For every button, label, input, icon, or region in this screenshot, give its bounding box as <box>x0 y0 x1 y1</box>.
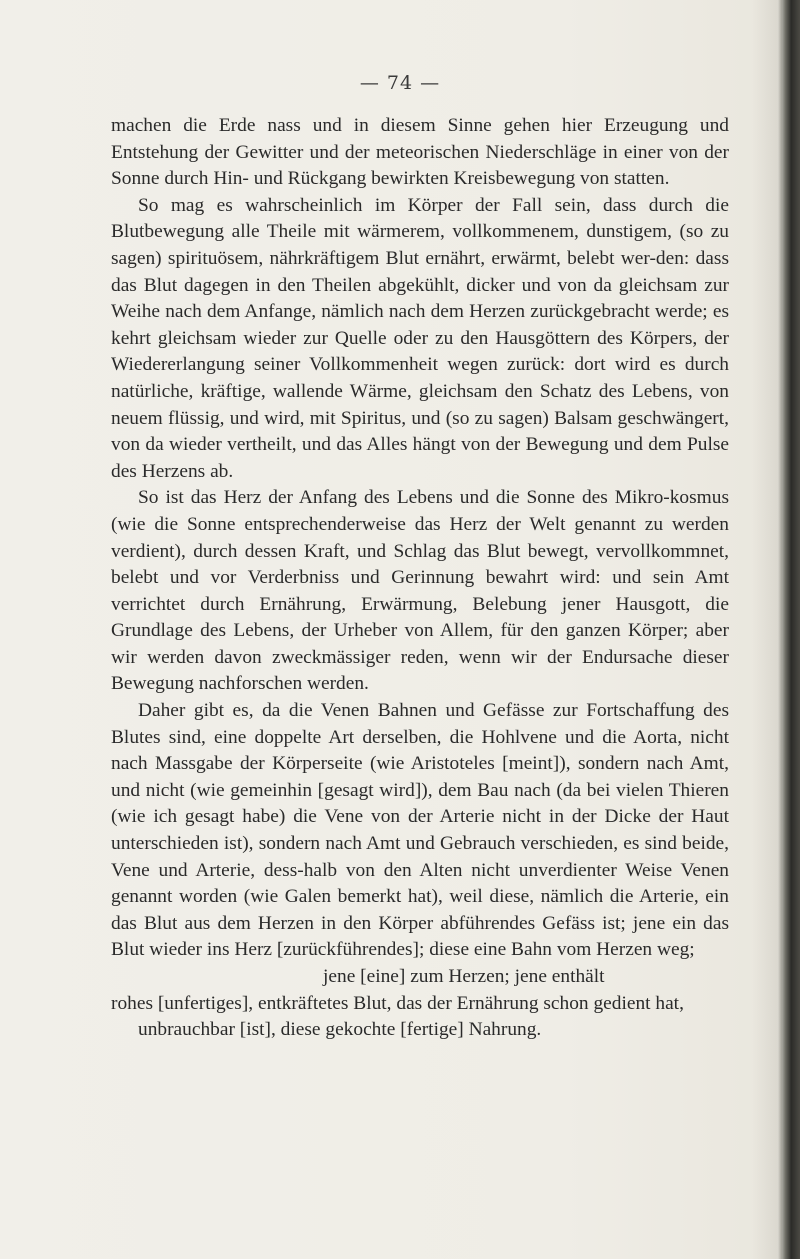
paragraph-tail <box>111 964 729 1044</box>
book-spine-edge <box>778 0 800 1259</box>
paragraph-2: So mag es wahrscheinlich im Körper der Fall sein, dass durch die Blutbewegung alle Theile mit wärmerem, vollkommenem, dunstigem, (so zu sagen) spirituösem, nährkräftigem Blut ernährt, erwärmt, belebt wer-den: dass das Blut dagegen in den Theilen abgekühlt, dicker und von da gleichsam zur Weihe nach dem Anfange, nämlich nach dem Herzen zurückgebracht werde; es kehrt gleichsam wieder zur Quelle oder zu den Hausgöttern des Körpers, der Wiedererlangung seiner Vollkommenheit wegen zurück: dort wird es durch natürliche, kräftige, wallende Wärme, gleichsam den Schatz des Lebens, von neuem flüssig, und wird, mit Spiritus, und (so zu sagen) Balsam geschwängert, von da wieder vertheilt, und das Alles hängt von der Bewegung und dem Pulse des Herzens ab. <box>111 194 729 482</box>
paragraph-1: machen die Erde nass und in diesem Sinne gehen hier Erzeugung und Entstehung der Gewitter und der meteorischen Niederschläge in einer von der Sonne durch Hin- und Rückgang bewirkten Kreisbewegung von statten. <box>111 115 729 190</box>
paragraph-3: So ist das Herz der Anfang des Lebens und die Sonne des Mikro-kosmus (wie die Sonne entsprechenderweise das Herz der Welt genannt zu werden verdient), durch dessen Kraft, und Schlag das Blut bewegt, vervollkommnet, belebt und vor Verderbniss und Gerinnung bewahrt wird: und sein Amt verrichtet durch Ernährung, Erwärmung, Belebung jener Hausgott, die Grundlage des Lebens, der Urheber von Allem, für den ganzen Körper; aber wir werden davon zweckmässiger reden, wenn wir der Endursache dieser Bewegung nachforschen werden. <box>111 487 729 695</box>
paragraph-4: Daher gibt es, da die Venen Bahnen und Gefässe zur Fortschaffung des Blutes sind, eine doppelte Art derselben, die Hohlvene und die Aorta, nicht nach Massgabe der Körperseite (wie Aristoteles [meint]), sondern nach Amt, und nicht (wie gemeinhin [gesagt wird]), dem Bau nach (da bei vielen Thieren (wie ich gesagt habe) die Vene von der Arterie nicht in der Dicke der Haut unterschieden ist), sondern nach Amt und Gebrauch verschieden, es sind beide, Vene und Arterie, dess-halb von den Alten nicht unverdienter Weise Venen genannt worden (wie Galen bemerkt hat), weil diese, nämlich die Arterie, ein das Blut aus dem Herzen in den Körper abführendes Gefäss ist; jene ein das Blut wieder ins Herz [zurückführendes]; diese eine Bahn vom Herzen weg; <box>111 700 729 961</box>
tail-line-1: jene [eine] zum Herzen; jene enthält <box>323 966 605 987</box>
tail-line-2: rohes [unfertiges], entkräftetes Blut, das der Ernährung schon gedient hat, <box>111 992 684 1014</box>
body-text <box>111 113 729 1044</box>
tail-line-3: unbrauchbar [ist], diese gekochte [fertige] Nahrung. <box>138 1019 542 1041</box>
page-number: — 74 — <box>359 72 441 94</box>
